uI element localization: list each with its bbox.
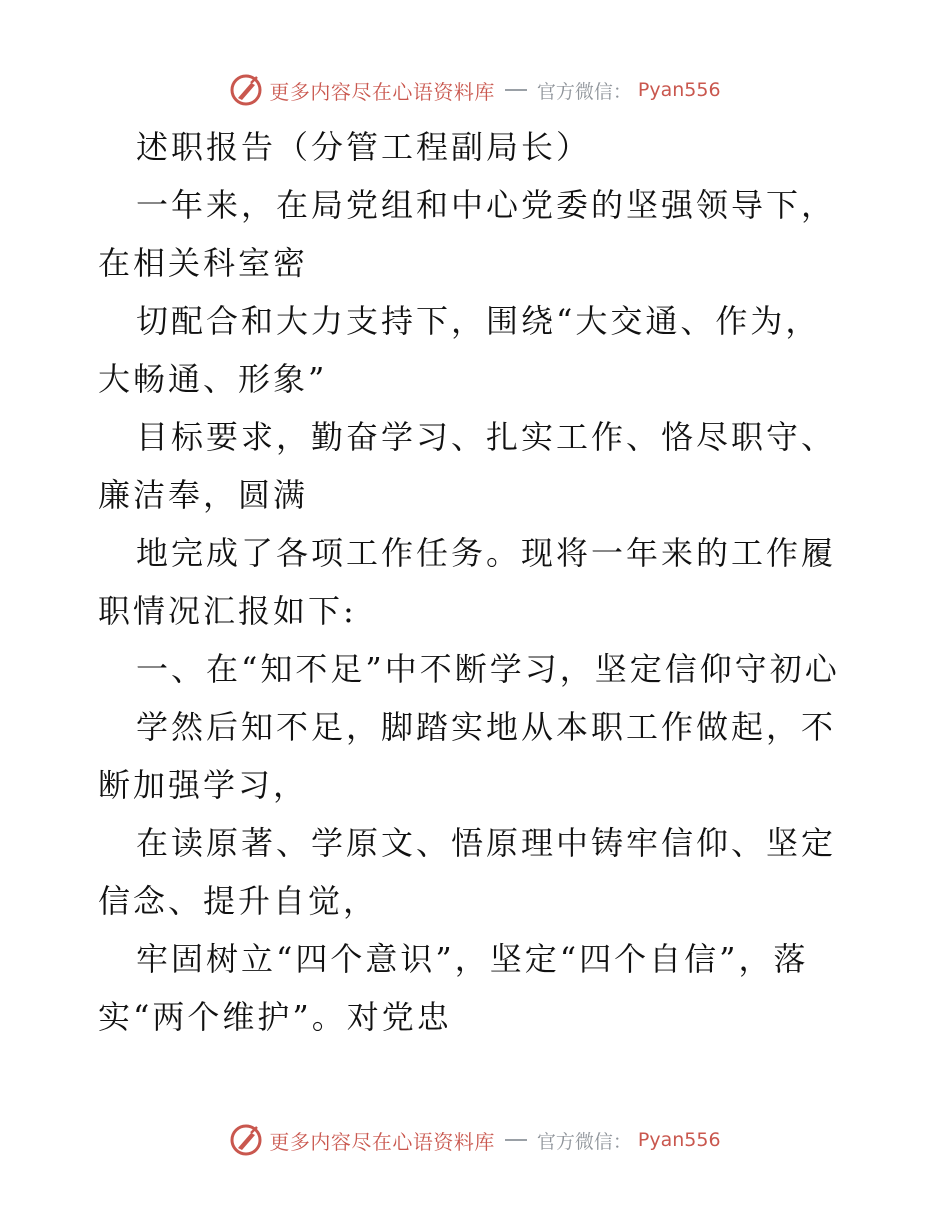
watermark-wechat-label: 官方微信： [536,80,632,103]
paragraph-2: 切配合和大力支持下，围绕“大交通、作为，大畅通、形象” [98,302,821,398]
watermark-dash [505,89,527,91]
header-watermark [0,72,950,108]
watermark-dash [505,1139,527,1141]
watermark-wechat-id: Pyan556 [637,79,721,101]
quill-logo-icon [229,73,263,107]
watermark-site-text: 更多内容尽在心语资料库 [269,1129,495,1154]
section-heading-1: 一、在“知不足”中不断学习，坚定信仰守初心 [136,650,840,688]
watermark-wechat-label: 官方微信： [536,1130,632,1153]
document-body [98,118,852,1046]
paragraph-6: 学然后知不足，脚踏实地从本职工作做起，不断加强学习， [98,708,837,804]
paragraph-8: 牢固树立“四个意识”，坚定“四个自信”，落实“两个维护”。对党忠 [98,940,809,1036]
paragraph-1: 一年来，在局党组和中心党委的坚强领导下，在相关科室密 [98,186,837,282]
quill-logo-icon [229,1123,263,1157]
watermark-site-text: 更多内容尽在心语资料库 [269,79,495,104]
document-title: 述职报告（分管工程副局长） [136,128,592,166]
paragraph-4: 地完成了各项工作任务。现将一年来的工作履职情况汇报如下: [98,534,837,630]
paragraph-7: 在读原著、学原文、悟原理中铸牢信仰、坚定信念、提升自觉， [98,824,837,920]
footer-watermark [0,1122,950,1158]
paragraph-3: 目标要求，勤奋学习、扎实工作、恪尽职守、廉洁奉，圆满 [98,418,837,514]
watermark-wechat-id: Pyan556 [637,1129,721,1151]
